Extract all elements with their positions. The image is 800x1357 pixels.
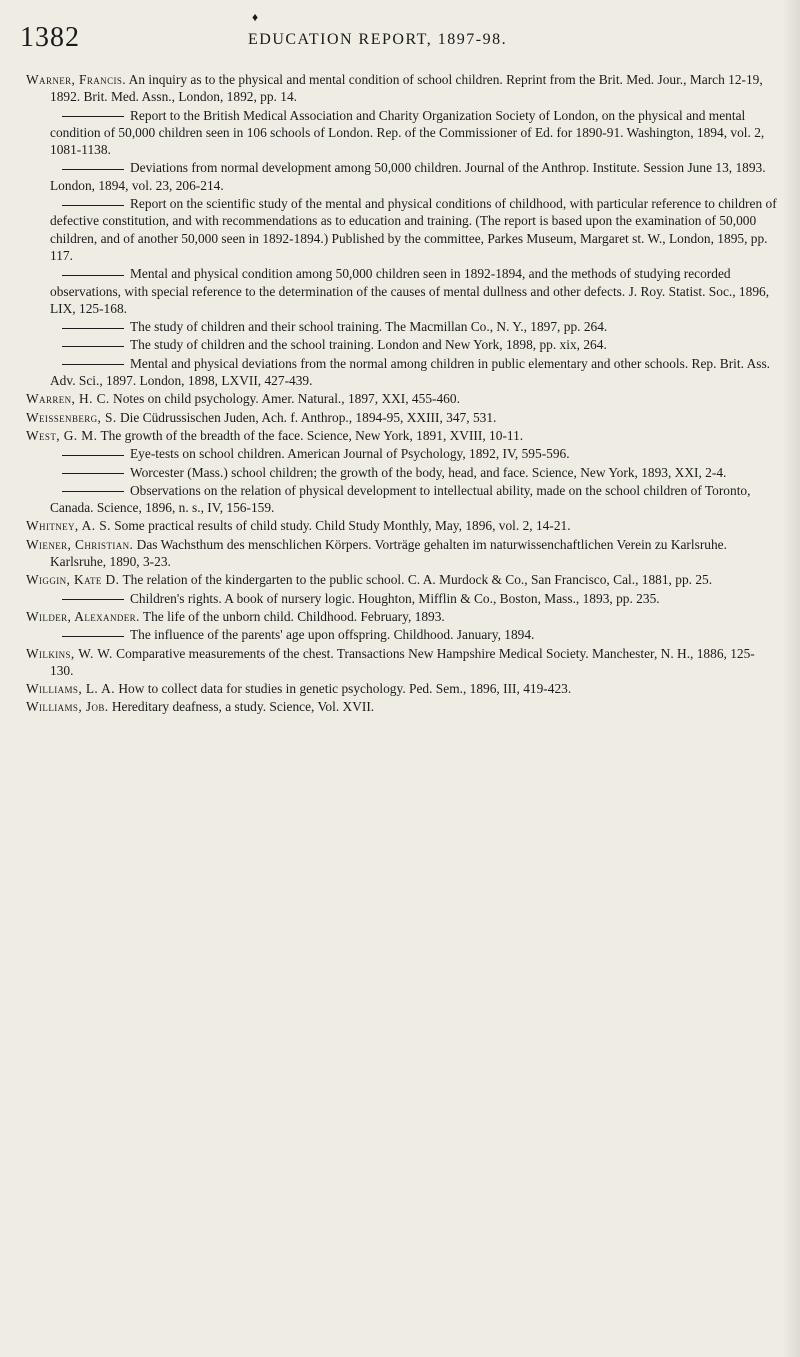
entry-author: Wilder, Alexander. xyxy=(26,608,140,624)
bibliography-entry xyxy=(26,355,778,390)
page-header xyxy=(20,10,780,62)
entry-text: The life of the unborn child. Childhood. February, 1893. xyxy=(142,608,445,624)
entry-author: Wilkins, W. W. xyxy=(26,645,113,661)
running-head: EDUCATION REPORT, 1897-98. xyxy=(248,31,508,48)
bibliography-entry xyxy=(26,409,778,426)
bibliography-list xyxy=(26,71,778,717)
entry-author: Weissenberg, S. xyxy=(26,409,117,425)
entry-author: Williams, Job. xyxy=(26,699,109,715)
ditto-dash xyxy=(62,328,124,329)
entry-text: The study of children and the school training. London and New York, 1898, pp. xix, 264. xyxy=(130,337,607,353)
entry-text: Eye-tests on school children. American Journal of Psychology, 1892, IV, 595-596. xyxy=(130,446,570,462)
bibliography-entry xyxy=(26,590,778,607)
bibliography-entry xyxy=(26,571,778,588)
ditto-dash xyxy=(62,205,124,206)
bibliography-entry xyxy=(26,626,778,643)
bibliography-entry xyxy=(26,536,778,571)
bibliography-entry xyxy=(26,482,778,517)
ditto-dash xyxy=(62,636,124,637)
bibliography-entry xyxy=(26,645,778,680)
bibliography-entry xyxy=(26,445,778,462)
entry-text: Hereditary deafness, a study. Science, Vol. XVII. xyxy=(111,699,375,715)
ditto-dash xyxy=(62,455,124,456)
entry-text: An inquiry as to the physical and mental condition of school children. Reprint from the Brit. Med. Jour., March 12-19, 1892. Brit. Med. Assn., London, 1892, pp. 14. xyxy=(50,72,763,105)
bibliography-entry xyxy=(26,680,778,697)
entry-text: How to collect data for studies in genetic psychology. Ped. Sem., 1896, III, 419-423. xyxy=(118,681,572,697)
entry-author: Williams, L. A. xyxy=(26,681,115,697)
entry-text: Das Wachsthum des menschlichen Körpers. Vorträge gehalten im naturwissenchaftlichen Verein zu Karlsruhe. Karlsruhe, 1890, 3-23. xyxy=(50,536,727,570)
bibliography-entry xyxy=(26,107,778,159)
ditto-dash xyxy=(62,473,124,474)
page-edge-shadow xyxy=(782,0,800,1357)
ornament-mark: ♦ xyxy=(252,10,259,24)
entry-author: Warner, Francis. xyxy=(26,72,127,87)
page-number: 1382 xyxy=(20,22,80,53)
ditto-dash xyxy=(62,346,124,347)
entry-text: Die Cüdrussischen Juden, Ach. f. Anthrop., 1894-95, XXIII, 347, 531. xyxy=(120,409,497,425)
bibliography-entry xyxy=(26,517,778,534)
entry-text: Deviations from normal development among 50,000 children. Journal of the Anthrop. Institute. Session June 13, 1893. London, 1894, vol. 23, 206-214. xyxy=(50,160,766,193)
ditto-dash xyxy=(62,116,124,117)
bibliography-entry xyxy=(26,698,778,715)
entry-author: Warren, H. C. xyxy=(26,391,110,407)
entry-text: The study of children and their school training. The Macmillan Co., N. Y., 1897, pp. 264. xyxy=(130,319,608,335)
bibliography-entry xyxy=(26,464,778,481)
ditto-dash xyxy=(62,275,124,276)
entry-text: Comparative measurements of the chest. Transactions New Hampshire Medical Society. Manchester, N. H., 1886, 125-130. xyxy=(50,645,755,678)
entry-text: Observations on the relation of physical development to intellectual ability, made on the school children of Toronto, Canada. Science, 1896, n. s., IV, 156-159. xyxy=(50,482,751,516)
ditto-dash xyxy=(62,169,124,170)
entry-author: Wiggin, Kate D. xyxy=(26,572,120,588)
entry-author: Whitney, A. S. xyxy=(26,518,111,534)
bibliography-entry xyxy=(26,427,778,444)
entry-text: The influence of the parents' age upon offspring. Childhood. January, 1894. xyxy=(130,627,535,643)
entry-text: Some practical results of child study. Child Study Monthly, May, 1896, vol. 2, 14-21. xyxy=(114,518,571,534)
entry-text: Mental and physical deviations from the normal among children in public elementary and other schools. Rep. Brit. Ass. Adv. Sci., 1897. London, 1898, LXVII, 427-439. xyxy=(50,355,771,389)
entry-text: Mental and physical condition among 50,000 children seen in 1892-1894, and the methods of studying recorded observations, with special reference to the determination of the causes of mental dullness and other defects. J. Roy. Statist. Soc., 1896, LIX, 125-168. xyxy=(50,266,770,316)
entry-text: Worcester (Mass.) school children; the growth of the body, head, and face. Science, New York, 1893, XXI, 2-4. xyxy=(130,464,727,480)
entry-text: The relation of the kindergarten to the public school. C. A. Murdock & Co., San Francisco, Cal., 1881, pp. 25. xyxy=(122,572,713,588)
ditto-dash xyxy=(62,364,124,365)
bibliography-entry xyxy=(26,71,778,106)
entry-text: Notes on child psychology. Amer. Natural., 1897, XXI, 455-460. xyxy=(113,391,460,407)
entry-author: Wiener, Christian. xyxy=(26,536,134,552)
bibliography-entry xyxy=(26,265,778,317)
entry-author: West, G. M. xyxy=(26,427,98,443)
bibliography-entry xyxy=(26,195,778,264)
bibliography-entry xyxy=(26,159,778,194)
entry-text: Report on the scientific study of the mental and physical conditions of childhood, with particular reference to children of defective constitution, and with recommendations as to education and training. (The report is based upon the examination of 50,000 children, and of another 50,000 seen in 1892-1894.) Published by the committee, Parkes Museum, Margaret st. W., London, 1895, pp. 117. xyxy=(50,196,777,263)
entry-text: Report to the British Medical Association and Charity Organization Society of London, on the physical and mental condition of 50,000 children seen in 106 schools of London. Rep. of the Commissioner of Ed. for 1890-91. Washington, 1894, vol. 2, 1081-1138. xyxy=(50,107,765,158)
bibliography-entry xyxy=(26,336,778,353)
entry-text: Children's rights. A book of nursery logic. Houghton, Mifflin & Co., Boston, Mass., 1893, pp. 235. xyxy=(130,590,660,606)
ditto-dash xyxy=(62,491,124,492)
bibliography-entry xyxy=(26,390,778,407)
bibliography-entry xyxy=(26,608,778,625)
entry-text: The growth of the breadth of the face. Science, New York, 1891, XVIII, 10-11. xyxy=(100,427,524,443)
ditto-dash xyxy=(62,599,124,600)
bibliography-entry xyxy=(26,318,778,335)
